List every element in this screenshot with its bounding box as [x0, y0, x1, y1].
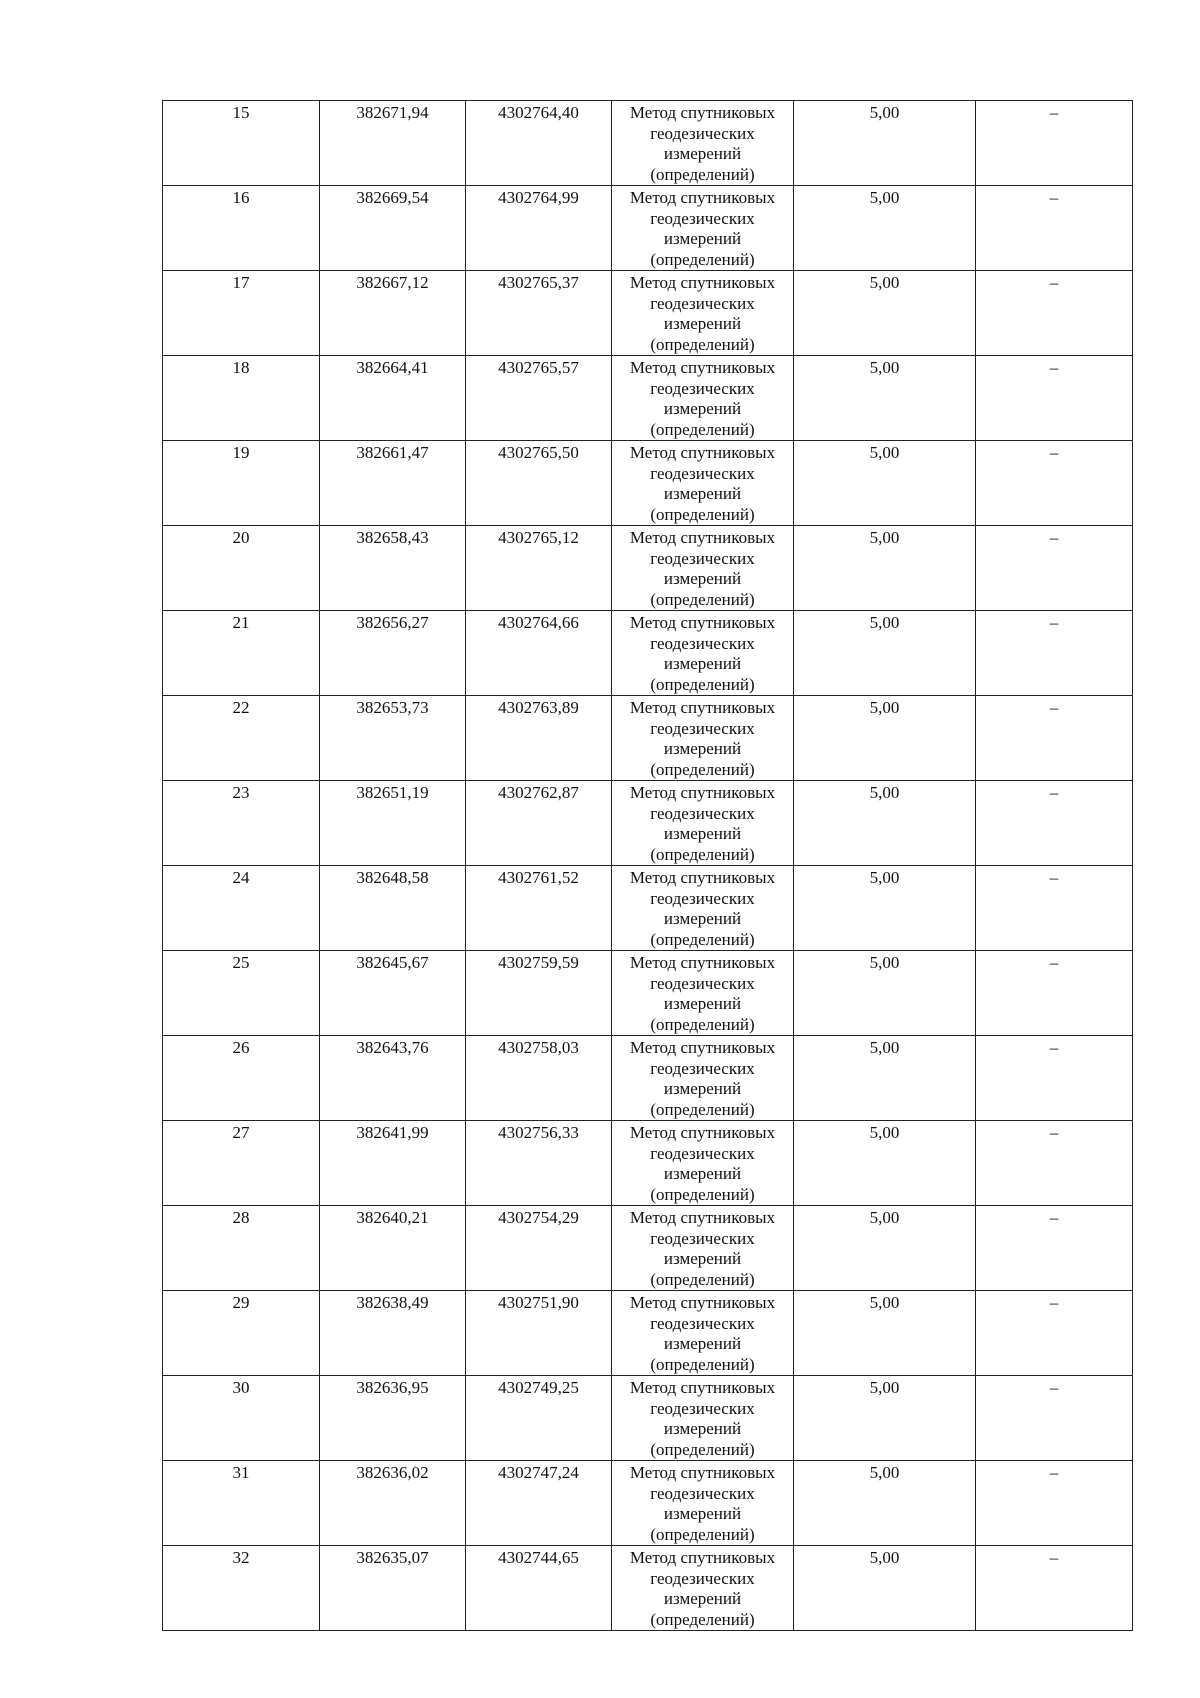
- x-coordinate-cell: 382671,94: [320, 101, 466, 186]
- y-coordinate-cell: 4302764,40: [466, 101, 612, 186]
- method-cell: [612, 526, 794, 611]
- x-coordinate-cell: 382636,95: [320, 1376, 466, 1461]
- method-text-line: измерений: [663, 144, 742, 163]
- note-cell: –: [976, 186, 1133, 271]
- x-coordinate-cell: 382656,27: [320, 611, 466, 696]
- note-cell: –: [976, 611, 1133, 696]
- y-coordinate-cell: 4302747,24: [466, 1461, 612, 1546]
- method-text-line: измерений: [663, 739, 742, 758]
- method-cell: [612, 781, 794, 866]
- note-cell: –: [976, 696, 1133, 781]
- method-cell: [612, 1461, 794, 1546]
- x-coordinate-cell: 382640,21: [320, 1206, 466, 1291]
- accuracy-cell: 5,00: [794, 186, 976, 271]
- method-text-line: (определений): [650, 504, 755, 524]
- point-number-cell: 31: [163, 1461, 320, 1546]
- method-text-line: Метод спутниковых: [629, 1123, 776, 1142]
- x-coordinate-cell: 382641,99: [320, 1121, 466, 1206]
- method-text-line: геодезических: [650, 293, 755, 313]
- method-text-line: измерений: [663, 314, 742, 333]
- note-cell: –: [976, 781, 1133, 866]
- table-row: [163, 1376, 1133, 1461]
- method-text-line: Метод спутниковых: [629, 1038, 776, 1057]
- method-text-line: геодезических: [650, 123, 755, 143]
- note-cell: –: [976, 441, 1133, 526]
- method-text-line: геодезических: [650, 973, 755, 993]
- x-coordinate-cell: 382638,49: [320, 1291, 466, 1376]
- accuracy-cell: 5,00: [794, 1206, 976, 1291]
- method-text-line: (определений): [650, 1269, 755, 1289]
- method-text-line: Метод спутниковых: [629, 953, 776, 972]
- y-coordinate-cell: 4302751,90: [466, 1291, 612, 1376]
- accuracy-cell: 5,00: [794, 866, 976, 951]
- method-text-line: Метод спутниковых: [629, 698, 776, 717]
- note-cell: –: [976, 526, 1133, 611]
- method-cell: [612, 101, 794, 186]
- method-text-line: Метод спутниковых: [629, 103, 776, 122]
- point-number-cell: 19: [163, 441, 320, 526]
- method-text-line: Метод спутниковых: [629, 1378, 776, 1397]
- accuracy-cell: 5,00: [794, 1461, 976, 1546]
- x-coordinate-cell: 382669,54: [320, 186, 466, 271]
- method-text-line: геодезических: [650, 718, 755, 738]
- point-number-cell: 20: [163, 526, 320, 611]
- x-coordinate-cell: 382636,02: [320, 1461, 466, 1546]
- method-text-line: (определений): [650, 1609, 755, 1629]
- method-text-line: геодезических: [650, 888, 755, 908]
- method-cell: [612, 1036, 794, 1121]
- method-text-line: (определений): [650, 759, 755, 779]
- note-cell: –: [976, 271, 1133, 356]
- y-coordinate-cell: 4302763,89: [466, 696, 612, 781]
- table-row: [163, 866, 1133, 951]
- point-number-cell: 30: [163, 1376, 320, 1461]
- x-coordinate-cell: 382667,12: [320, 271, 466, 356]
- y-coordinate-cell: 4302754,29: [466, 1206, 612, 1291]
- accuracy-cell: 5,00: [794, 101, 976, 186]
- method-text-line: измерений: [663, 909, 742, 928]
- method-text-line: геодезических: [650, 633, 755, 653]
- y-coordinate-cell: 4302756,33: [466, 1121, 612, 1206]
- coordinates-table: [162, 100, 1133, 1631]
- method-cell: [612, 441, 794, 526]
- table-row: [163, 1206, 1133, 1291]
- method-text-line: геодезических: [650, 1058, 755, 1078]
- note-cell: –: [976, 1206, 1133, 1291]
- method-text-line: измерений: [663, 1504, 742, 1523]
- table-row: [163, 951, 1133, 1036]
- method-text-line: Метод спутниковых: [629, 783, 776, 802]
- accuracy-cell: 5,00: [794, 356, 976, 441]
- accuracy-cell: 5,00: [794, 441, 976, 526]
- method-text-line: (определений): [650, 1099, 755, 1119]
- accuracy-cell: 5,00: [794, 271, 976, 356]
- note-cell: –: [976, 356, 1133, 441]
- point-number-cell: 23: [163, 781, 320, 866]
- x-coordinate-cell: 382653,73: [320, 696, 466, 781]
- point-number-cell: 18: [163, 356, 320, 441]
- method-text-line: измерений: [663, 1589, 742, 1608]
- note-cell: –: [976, 1461, 1133, 1546]
- method-text-line: геодезических: [650, 208, 755, 228]
- method-text-line: (определений): [650, 1014, 755, 1034]
- method-text-line: (определений): [650, 1354, 755, 1374]
- note-cell: –: [976, 866, 1133, 951]
- method-text-line: Метод спутниковых: [629, 1208, 776, 1227]
- note-cell: –: [976, 951, 1133, 1036]
- method-text-line: Метод спутниковых: [629, 1293, 776, 1312]
- x-coordinate-cell: 382645,67: [320, 951, 466, 1036]
- point-number-cell: 27: [163, 1121, 320, 1206]
- method-text-line: (определений): [650, 589, 755, 609]
- note-cell: –: [976, 1036, 1133, 1121]
- method-text-line: измерений: [663, 484, 742, 503]
- note-cell: –: [976, 1376, 1133, 1461]
- table-row: [163, 526, 1133, 611]
- method-text-line: (определений): [650, 419, 755, 439]
- method-text-line: геодезических: [650, 463, 755, 483]
- table-row: [163, 1546, 1133, 1631]
- accuracy-cell: 5,00: [794, 951, 976, 1036]
- method-text-line: измерений: [663, 569, 742, 588]
- y-coordinate-cell: 4302749,25: [466, 1376, 612, 1461]
- table-row: [163, 1291, 1133, 1376]
- method-text-line: Метод спутниковых: [629, 1548, 776, 1567]
- method-text-line: геодезических: [650, 1483, 755, 1503]
- note-cell: –: [976, 1121, 1133, 1206]
- accuracy-cell: 5,00: [794, 1291, 976, 1376]
- point-number-cell: 15: [163, 101, 320, 186]
- accuracy-cell: 5,00: [794, 1121, 976, 1206]
- method-text-line: (определений): [650, 929, 755, 949]
- table-row: [163, 186, 1133, 271]
- method-cell: [612, 271, 794, 356]
- table-row: [163, 356, 1133, 441]
- point-number-cell: 17: [163, 271, 320, 356]
- x-coordinate-cell: 382651,19: [320, 781, 466, 866]
- y-coordinate-cell: 4302758,03: [466, 1036, 612, 1121]
- x-coordinate-cell: 382664,41: [320, 356, 466, 441]
- method-text-line: геодезических: [650, 548, 755, 568]
- method-cell: [612, 696, 794, 781]
- coordinates-table-body: [163, 101, 1133, 1631]
- method-text-line: измерений: [663, 994, 742, 1013]
- table-row: [163, 1121, 1133, 1206]
- method-text-line: геодезических: [650, 1143, 755, 1163]
- method-cell: [612, 1206, 794, 1291]
- y-coordinate-cell: 4302744,65: [466, 1546, 612, 1631]
- method-cell: [612, 1121, 794, 1206]
- y-coordinate-cell: 4302759,59: [466, 951, 612, 1036]
- method-cell: [612, 951, 794, 1036]
- method-text-line: (определений): [650, 1439, 755, 1459]
- y-coordinate-cell: 4302765,12: [466, 526, 612, 611]
- method-text-line: Метод спутниковых: [629, 1463, 776, 1482]
- method-text-line: измерений: [663, 1334, 742, 1353]
- point-number-cell: 16: [163, 186, 320, 271]
- table-row: [163, 1036, 1133, 1121]
- method-text-line: (определений): [650, 844, 755, 864]
- accuracy-cell: 5,00: [794, 696, 976, 781]
- accuracy-cell: 5,00: [794, 526, 976, 611]
- table-row: [163, 441, 1133, 526]
- method-text-line: (определений): [650, 334, 755, 354]
- point-number-cell: 29: [163, 1291, 320, 1376]
- accuracy-cell: 5,00: [794, 1036, 976, 1121]
- method-cell: [612, 611, 794, 696]
- method-cell: [612, 866, 794, 951]
- y-coordinate-cell: 4302761,52: [466, 866, 612, 951]
- note-cell: –: [976, 1546, 1133, 1631]
- method-text-line: Метод спутниковых: [629, 528, 776, 547]
- method-text-line: Метод спутниковых: [629, 443, 776, 462]
- point-number-cell: 21: [163, 611, 320, 696]
- x-coordinate-cell: 382648,58: [320, 866, 466, 951]
- x-coordinate-cell: 382643,76: [320, 1036, 466, 1121]
- method-text-line: измерений: [663, 1079, 742, 1098]
- y-coordinate-cell: 4302764,66: [466, 611, 612, 696]
- table-row: [163, 696, 1133, 781]
- y-coordinate-cell: 4302765,37: [466, 271, 612, 356]
- method-text-line: Метод спутниковых: [629, 613, 776, 632]
- method-text-line: геодезических: [650, 378, 755, 398]
- method-text-line: (определений): [650, 1524, 755, 1544]
- method-text-line: измерений: [663, 824, 742, 843]
- table-row: [163, 101, 1133, 186]
- method-text-line: геодезических: [650, 803, 755, 823]
- method-text-line: измерений: [663, 1164, 742, 1183]
- table-row: [163, 271, 1133, 356]
- accuracy-cell: 5,00: [794, 781, 976, 866]
- y-coordinate-cell: 4302762,87: [466, 781, 612, 866]
- table-row: [163, 1461, 1133, 1546]
- method-text-line: измерений: [663, 1249, 742, 1268]
- table-row: [163, 781, 1133, 866]
- method-text-line: Метод спутниковых: [629, 358, 776, 377]
- method-text-line: геодезических: [650, 1228, 755, 1248]
- x-coordinate-cell: 382635,07: [320, 1546, 466, 1631]
- method-cell: [612, 1291, 794, 1376]
- point-number-cell: 28: [163, 1206, 320, 1291]
- method-text-line: геодезических: [650, 1568, 755, 1588]
- method-text-line: Метод спутниковых: [629, 868, 776, 887]
- method-text-line: измерений: [663, 1419, 742, 1438]
- method-cell: [612, 186, 794, 271]
- method-text-line: измерений: [663, 654, 742, 673]
- x-coordinate-cell: 382658,43: [320, 526, 466, 611]
- method-cell: [612, 1376, 794, 1461]
- method-text-line: (определений): [650, 674, 755, 694]
- method-text-line: (определений): [650, 1184, 755, 1204]
- method-text-line: геодезических: [650, 1398, 755, 1418]
- point-number-cell: 32: [163, 1546, 320, 1631]
- point-number-cell: 24: [163, 866, 320, 951]
- x-coordinate-cell: 382661,47: [320, 441, 466, 526]
- method-text-line: (определений): [650, 249, 755, 269]
- y-coordinate-cell: 4302765,57: [466, 356, 612, 441]
- method-text-line: измерений: [663, 399, 742, 418]
- method-text-line: геодезических: [650, 1313, 755, 1333]
- y-coordinate-cell: 4302765,50: [466, 441, 612, 526]
- y-coordinate-cell: 4302764,99: [466, 186, 612, 271]
- method-text-line: Метод спутниковых: [629, 188, 776, 207]
- accuracy-cell: 5,00: [794, 611, 976, 696]
- method-cell: [612, 1546, 794, 1631]
- accuracy-cell: 5,00: [794, 1376, 976, 1461]
- table-row: [163, 611, 1133, 696]
- point-number-cell: 26: [163, 1036, 320, 1121]
- note-cell: –: [976, 1291, 1133, 1376]
- method-cell: [612, 356, 794, 441]
- method-text-line: измерений: [663, 229, 742, 248]
- method-text-line: (определений): [650, 164, 755, 184]
- note-cell: –: [976, 101, 1133, 186]
- point-number-cell: 25: [163, 951, 320, 1036]
- point-number-cell: 22: [163, 696, 320, 781]
- method-text-line: Метод спутниковых: [629, 273, 776, 292]
- accuracy-cell: 5,00: [794, 1546, 976, 1631]
